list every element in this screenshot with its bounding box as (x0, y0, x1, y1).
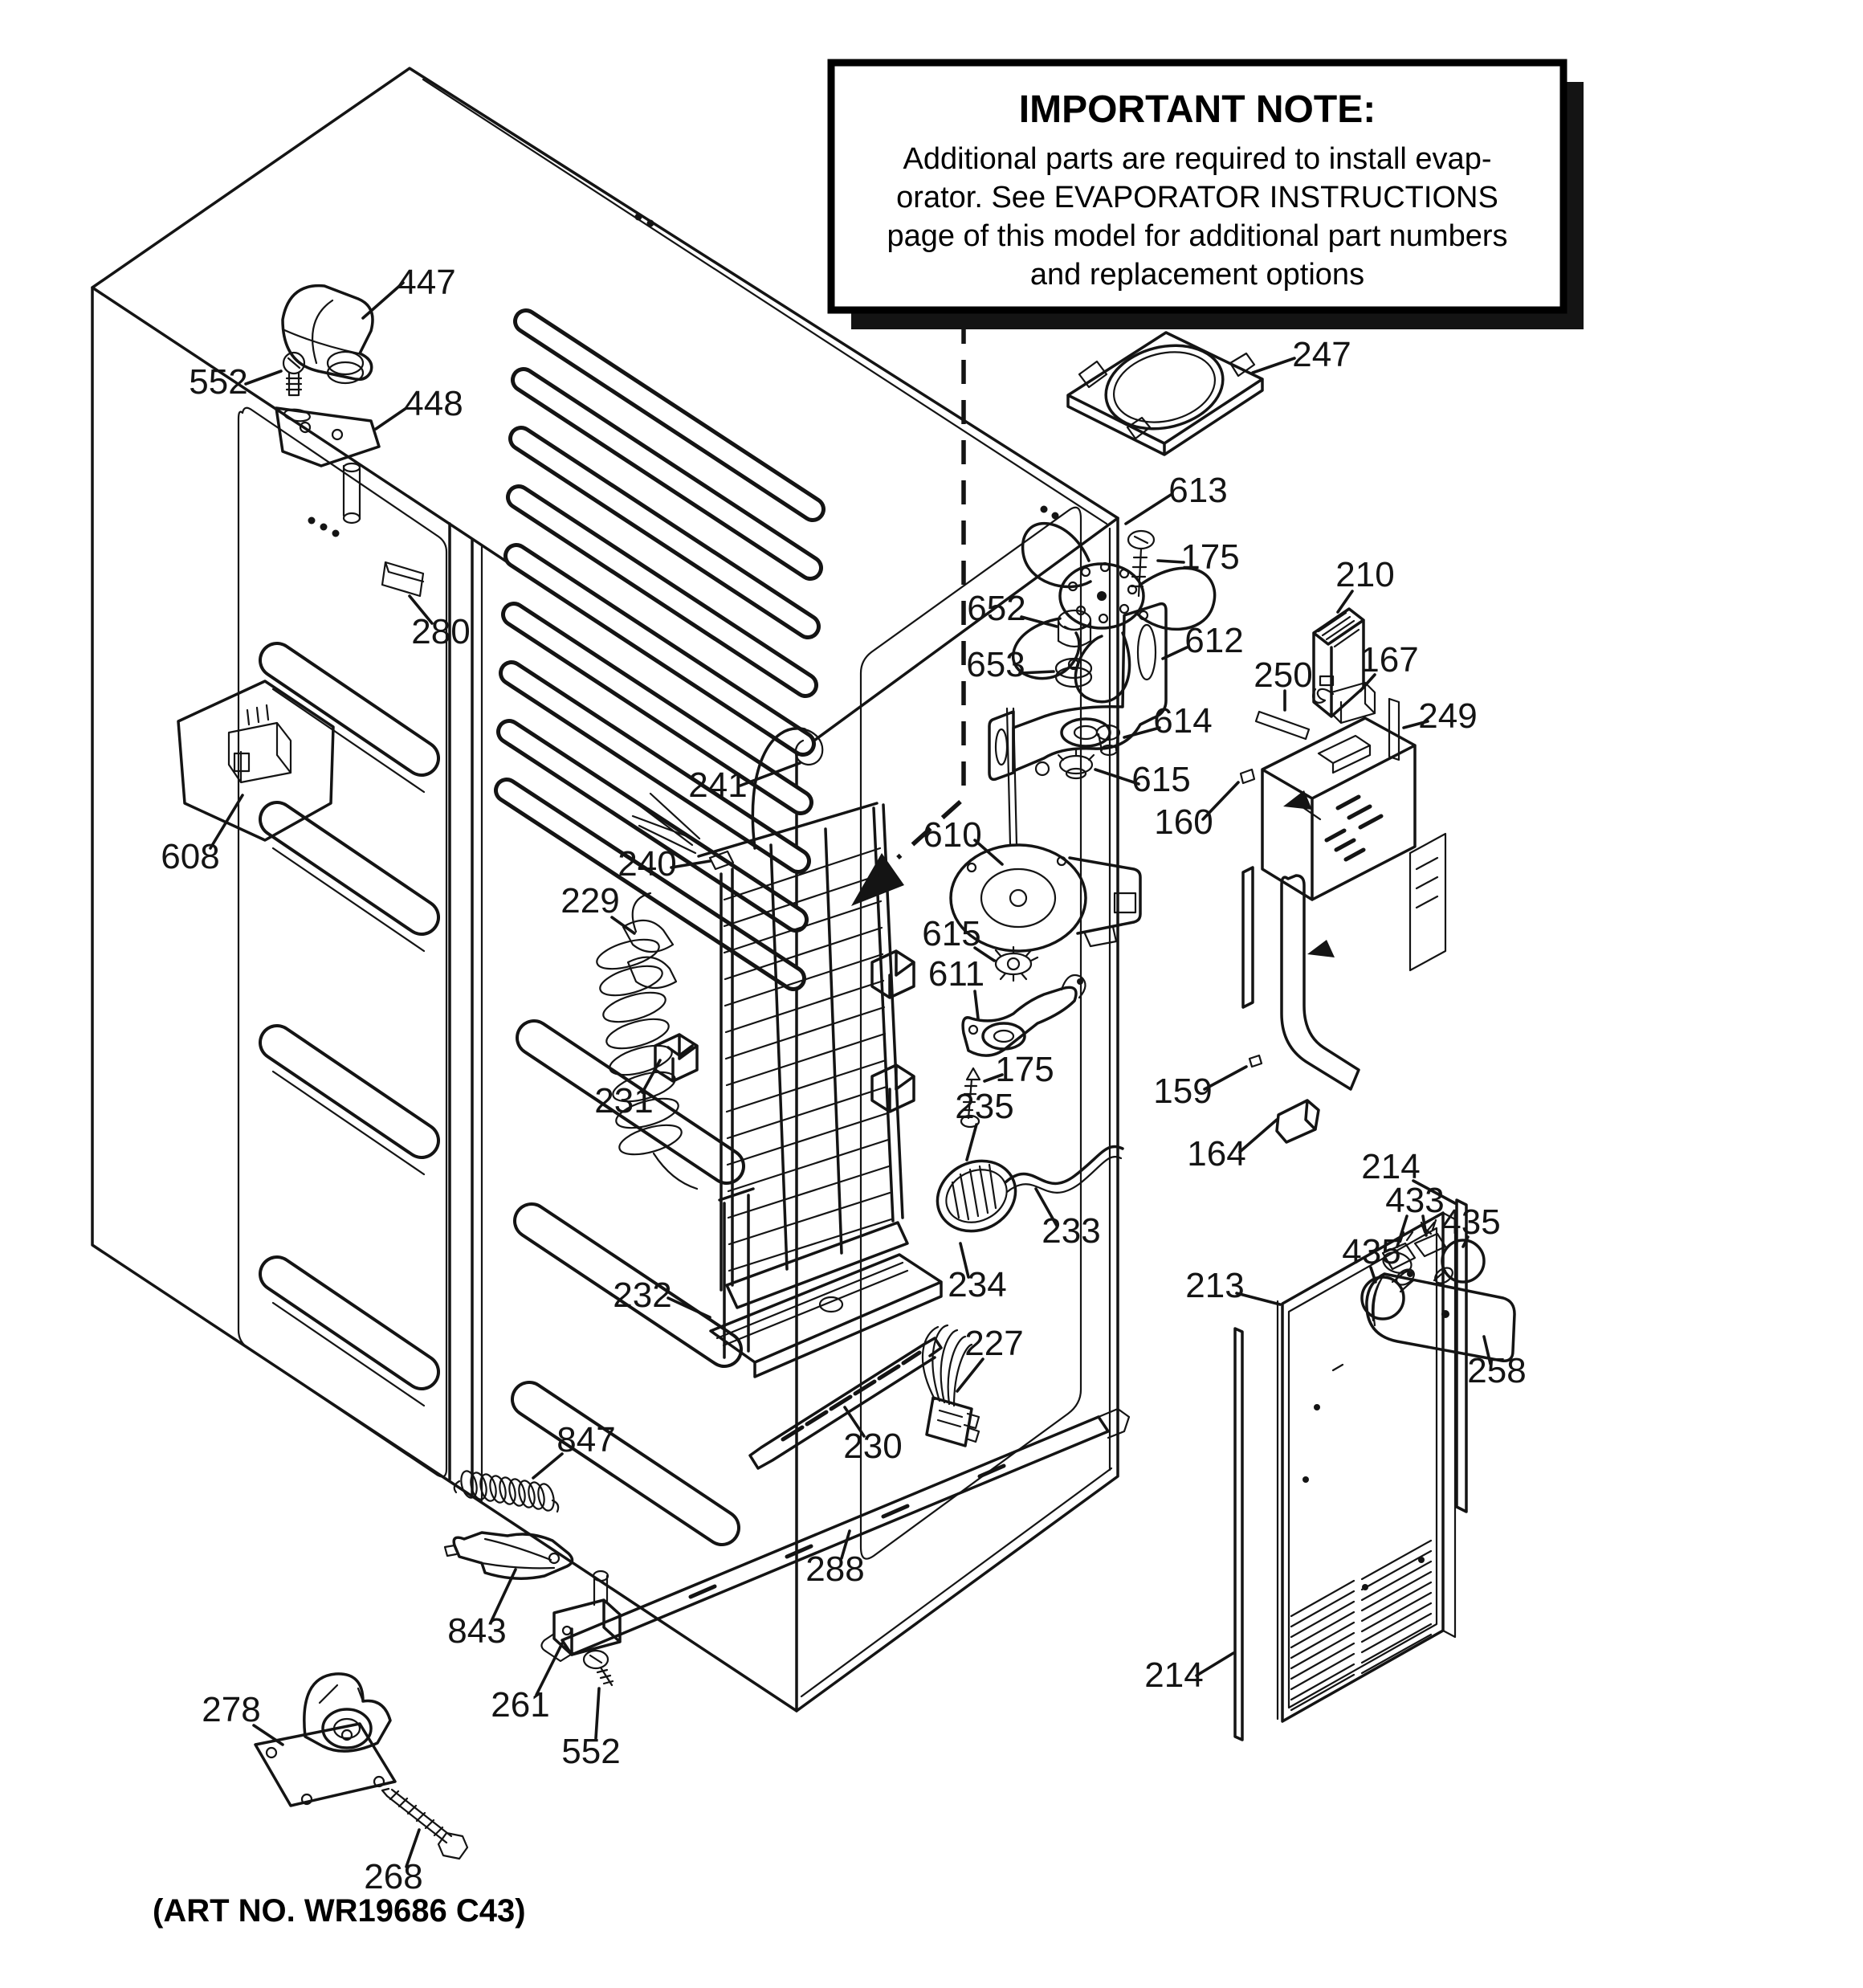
grommet-615-top (1036, 750, 1094, 778)
screw-175-top (1128, 531, 1154, 596)
callout-611 (928, 954, 984, 1018)
closer-cam-843 (445, 1533, 573, 1578)
callout-278 (202, 1690, 283, 1745)
callout-552-top-label: 552 (189, 362, 248, 402)
callout-280-label: 280 (411, 612, 471, 651)
callout-167-label: 167 (1360, 640, 1419, 680)
screw-552-bottom (584, 1651, 613, 1685)
callout-552-bottom (561, 1688, 620, 1771)
callout-261-label: 261 (491, 1685, 550, 1725)
callout-843 (447, 1570, 516, 1651)
art-number: (ART NO. WR19686 C43) (153, 1893, 526, 1929)
callout-613 (1126, 471, 1228, 524)
callout-235-label: 235 (955, 1087, 1014, 1126)
callout-610 (923, 815, 1002, 864)
callout-847-label: 847 (556, 1420, 616, 1459)
callout-250 (1254, 655, 1312, 710)
callout-843-label: 843 (447, 1611, 507, 1651)
callout-164-label: 164 (1187, 1134, 1246, 1174)
lamp-bulb-435-right (1433, 1240, 1484, 1286)
callout-250-label: 250 (1254, 655, 1313, 695)
callout-288-label: 288 (805, 1549, 865, 1589)
callout-213 (1185, 1266, 1280, 1305)
callout-241-label: 241 (688, 765, 748, 805)
callout-229 (561, 881, 634, 933)
callout-615-top-label: 615 (1131, 760, 1191, 799)
callout-232-label: 232 (613, 1276, 672, 1315)
callout-614-label: 614 (1153, 701, 1213, 741)
callout-235 (955, 1087, 1013, 1160)
callout-167 (1360, 640, 1418, 691)
drain-tube-233 (1005, 1146, 1123, 1192)
note-line-2: orator. See EVAPORATOR INSTRUCTIONS (896, 181, 1498, 214)
note-line-3: page of this model for additional part numbers (887, 219, 1508, 253)
rear-access-panel-213 (1278, 1213, 1455, 1721)
hinge-bolt-268 (382, 1789, 467, 1859)
callout-240-label: 240 (618, 844, 677, 884)
bushing-652 (1058, 610, 1090, 647)
trim-strip-214-right (1457, 1200, 1466, 1512)
callout-227 (957, 1324, 1024, 1391)
callout-435-right-label: 435 (1441, 1202, 1501, 1242)
callout-608-label: 608 (161, 837, 220, 876)
callout-175-bottom (984, 1050, 1054, 1089)
callout-160-label: 160 (1154, 802, 1213, 842)
callout-652-label: 652 (967, 589, 1026, 628)
fan-shroud-247 (1068, 333, 1262, 455)
callout-230-label: 230 (843, 1427, 903, 1466)
callout-258 (1467, 1337, 1526, 1390)
door-stop-280 (382, 562, 423, 596)
callout-175-bottom-label: 175 (995, 1050, 1054, 1089)
callout-552-bottom-label: 552 (561, 1732, 621, 1771)
note-title: IMPORTANT NOTE: (1018, 88, 1376, 131)
callout-213-label: 213 (1185, 1266, 1245, 1305)
callout-435-left-label: 435 (1342, 1232, 1401, 1272)
callout-233 (1036, 1189, 1101, 1251)
callout-175-top-label: 175 (1180, 537, 1240, 577)
callout-258-label: 258 (1467, 1351, 1527, 1390)
callout-448 (376, 384, 463, 429)
callout-230 (843, 1407, 902, 1466)
callout-159-label: 159 (1153, 1072, 1213, 1111)
callout-447-label: 447 (397, 263, 456, 302)
callout-288 (805, 1531, 864, 1589)
callout-233-label: 233 (1042, 1211, 1101, 1251)
callout-615-bottom-label: 615 (922, 914, 981, 953)
callout-214-top-label: 214 (1361, 1147, 1421, 1186)
closer-spring-847 (455, 1469, 558, 1512)
callout-234 (948, 1243, 1006, 1304)
trim-strip-214-left (1235, 1329, 1242, 1740)
callout-231-label: 231 (594, 1081, 654, 1121)
note-line-4: and replacement options (1029, 258, 1365, 292)
callout-611-label: 611 (927, 954, 985, 994)
callout-164 (1187, 1120, 1277, 1174)
important-note-box (831, 63, 1584, 329)
callout-229-label: 229 (561, 881, 620, 921)
callout-214-bottom (1144, 1653, 1233, 1695)
callout-247 (1253, 335, 1351, 374)
callout-612 (1163, 621, 1244, 660)
callout-249-label: 249 (1418, 696, 1478, 736)
callout-247-label: 247 (1292, 335, 1351, 374)
callout-435-right (1441, 1202, 1500, 1247)
grommet-615-bottom (989, 947, 1037, 981)
callout-280 (410, 596, 471, 651)
callout-234-label: 234 (948, 1265, 1007, 1304)
callout-249 (1404, 696, 1478, 736)
callout-552-top (189, 362, 281, 402)
callout-159 (1153, 1067, 1246, 1111)
callout-613-label: 613 (1168, 471, 1228, 510)
callout-268 (364, 1830, 422, 1896)
callout-214-bottom-label: 214 (1144, 1655, 1204, 1695)
callout-447 (363, 263, 456, 318)
callout-210 (1335, 555, 1394, 612)
note-line-1: Additional parts are required to install evap- (903, 142, 1492, 176)
callout-610-label: 610 (923, 815, 982, 855)
drain-grille-234 (926, 1148, 1028, 1243)
callout-433-label: 433 (1385, 1181, 1445, 1220)
callout-278-label: 278 (202, 1690, 261, 1729)
callout-608 (161, 795, 243, 876)
callout-268-label: 268 (364, 1857, 423, 1896)
hinge-cam-447 (283, 286, 373, 383)
callout-448-label: 448 (404, 384, 463, 423)
callout-232 (613, 1276, 710, 1317)
callout-614 (1124, 701, 1213, 741)
callout-652 (967, 589, 1057, 628)
callout-653-label: 653 (966, 645, 1025, 684)
callout-612-label: 612 (1184, 621, 1244, 660)
door-bins (273, 660, 424, 1406)
callout-210-label: 210 (1335, 555, 1395, 594)
switch-callout-608 (178, 681, 333, 840)
callout-227-label: 227 (964, 1324, 1024, 1363)
